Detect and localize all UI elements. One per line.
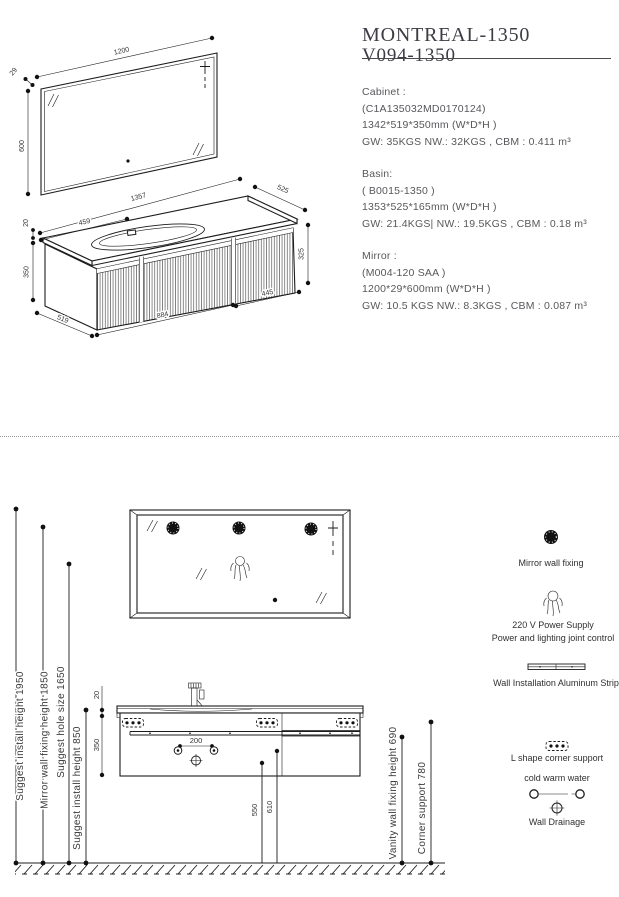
mirror-code: (M004-120 SAA ) [362, 266, 446, 279]
basin-heading: Basin: [362, 168, 393, 180]
dim-mirror-width: 1200 [113, 46, 131, 57]
label-dim-20: 20 [92, 690, 101, 700]
cabinet-specs [362, 84, 617, 150]
legend-drainage-label: Wall Drainage [528, 817, 586, 827]
corner-support-icon [257, 719, 278, 728]
legend-mirror-fixing-label: Mirror wall fixing [518, 558, 584, 568]
mirror-fixing-point [233, 522, 246, 535]
corner-support-icon [337, 719, 358, 728]
perspective-drawings [0, 0, 360, 440]
legend [492, 530, 619, 827]
mirror-sensor-dot [126, 159, 129, 162]
label-vanity-fixing-690: Vanity wall fixing height 690 [388, 726, 399, 860]
installation-diagram [0, 437, 619, 897]
cold-warm-water-icon [530, 790, 584, 798]
dim-mirror-thickness: 29 [8, 66, 20, 78]
corner-support-icon [546, 742, 568, 751]
mirror-size: 1200*29*600mm (W*D*H ) [362, 283, 491, 295]
basin-size: 1353*525*165mm (W*D*H ) [362, 201, 497, 213]
cabinet-size: 1342*519*350mm (W*D*H ) [362, 119, 497, 131]
vanity-front-view [117, 683, 363, 863]
mirror-fixing-icon [544, 530, 558, 544]
label-corner-support-780: Corner support 780 [417, 761, 428, 855]
dim-counter-thickness: 20 [23, 219, 30, 227]
basin-code: ( B0015-1350 ) [362, 184, 435, 197]
corner-support-icon [123, 719, 144, 728]
label-dim-350: 350 [92, 738, 101, 752]
label-dim-610: 610 [265, 800, 274, 814]
mirror-fixing-point [167, 522, 180, 535]
mirror-perspective-drawing [9, 36, 217, 196]
height-dimension-lines-left [14, 507, 105, 866]
dim-bottom-depth: 519 [55, 314, 70, 326]
mirror-front-view [130, 510, 350, 618]
dim-bottom-width-left: 884 [156, 310, 170, 321]
legend-corner-label: L shape corner support [510, 753, 604, 763]
label-hole-size-1650: Suggest hole size 1650 [56, 666, 67, 778]
cabinet-weights: GW: 35KGS NW.: 32KGS , CBM : 0.411 m³ [362, 135, 571, 148]
product-title: MONTREAL-1350 [362, 24, 531, 46]
dim-left-height: 350 [23, 266, 31, 278]
mirror-fixing-point [305, 523, 318, 536]
faucet [189, 683, 205, 707]
product-code: V094-1350 [362, 45, 456, 66]
faucet-hole [127, 230, 136, 236]
mirror-sensor-dot [273, 598, 277, 602]
cabinet-perspective-drawing [23, 177, 310, 338]
aluminum-strip-icon [528, 664, 585, 670]
dim-mirror-height: 600 [19, 140, 26, 152]
dim-right-height: 325 [298, 248, 306, 260]
spec-text-block [362, 24, 617, 314]
basin-weights: GW: 21.4KGS| NW.: 19.5KGS , CBM : 0.18 m³ [362, 217, 587, 230]
legend-power-label-1: 220 V Power Supply [512, 620, 594, 630]
legend-water-label: cold warm water [524, 773, 590, 783]
height-dimension-lines-right [388, 720, 433, 866]
dim-counter-width: 1357 [130, 192, 148, 203]
label-install-height-850: Suggest install height 850 [72, 726, 83, 850]
legend-strip-label: Wall Installation Aluminum Strip [493, 678, 619, 688]
mirror-weights: GW: 10.5 KGS NW.: 8.3KGS , CBM : 0.087 m³ [362, 299, 588, 312]
ground-line [15, 863, 445, 875]
dim-counter-depth: 525 [275, 184, 290, 196]
legend-power-label-2: Power and lighting joint control [491, 633, 615, 643]
label-install-height-1950: Suggest install height 1950 [15, 671, 26, 801]
title-underline [362, 58, 611, 59]
wall-drainage-icon [550, 801, 565, 816]
cabinet-heading: Cabinet : [362, 86, 406, 98]
label-dim-550: 550 [250, 803, 259, 817]
dim-bottom-width-right: 445 [261, 288, 275, 299]
dim-basin-offset: 459 [78, 217, 92, 228]
mirror-specs [362, 248, 617, 314]
power-supply-icon [544, 591, 562, 616]
cabinet-code: (C1A135032MD0170124) [362, 102, 486, 115]
mirror-heading: Mirror : [362, 250, 397, 262]
label-mirror-fixing-1850: Mirror wall fixing height 1850 [39, 671, 51, 809]
basin-specs [362, 166, 617, 232]
label-dim-200: 200 [189, 736, 203, 745]
